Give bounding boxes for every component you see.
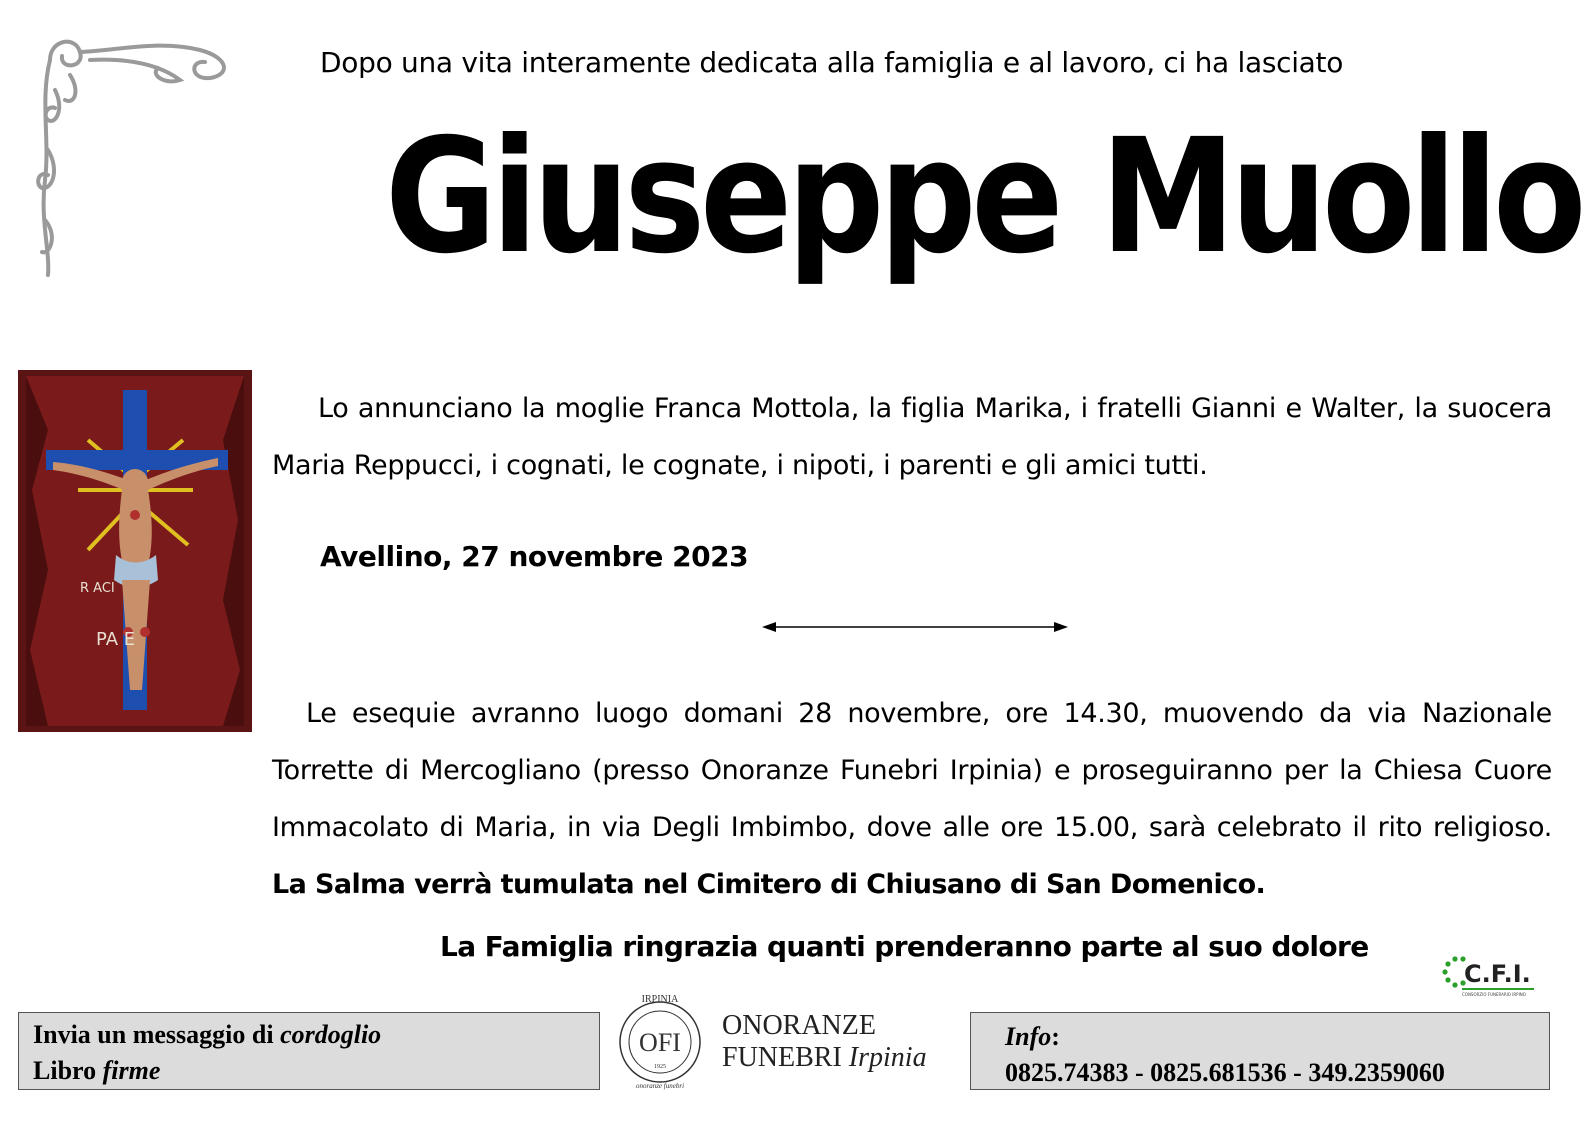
- cfi-subtitle: CONSORZIO FUNERARIO IRPINO: [1462, 992, 1526, 997]
- guestbook-prefix: Libro: [33, 1056, 103, 1085]
- photo-banner-top: R ACI: [80, 581, 115, 596]
- funeral-home-line1: ONORANZE: [722, 1010, 876, 1041]
- guestbook-link[interactable]: [33, 1053, 585, 1089]
- funeral-home-seal: [616, 990, 704, 1090]
- funeral-paragraph: [272, 685, 1552, 913]
- seal-top-text: IRPINIA: [641, 994, 679, 1005]
- condolence-box: [18, 1012, 600, 1090]
- funeral-text: Le esequie avranno luogo domani 28 novembre, ore 14.30, muovendo da via Nazionale Torrette di Mercogliano (presso Onoranze Funebri Irpinia) e proseguiranno per la Chiesa Cuore Immacolato di Maria, in via Degli Imbimbo, dove alle ore 15.00, sarà celebrato il rito religioso.: [272, 698, 1552, 843]
- place-date: Avellino, 27 novembre 2023: [320, 540, 749, 573]
- funeral-home-emphasis: Irpinia: [848, 1042, 927, 1073]
- funeral-home-name: [722, 1010, 927, 1074]
- announcement-paragraph: [272, 380, 1552, 494]
- seal-year: 1925: [654, 1064, 666, 1070]
- info-box: [970, 1012, 1550, 1090]
- guestbook-emphasis: firme: [102, 1056, 161, 1085]
- condolence-prefix: Invia un messaggio di: [33, 1020, 281, 1049]
- double-arrow-divider: [760, 617, 1070, 637]
- seal-initials: OFI: [639, 1028, 681, 1057]
- announcement-text: Lo annunciano la moglie Franca Mottola, la figlia Marika, i fratelli Gianni e Walter, la suocera Maria Reppucci, i cognati, le cognate, i nipoti, i parenti e gli amici tutti.: [272, 393, 1552, 481]
- family-thanks: La Famiglia ringrazia quanti prenderanno parte al suo dolore: [440, 930, 1369, 963]
- cfi-label: C.F.I.: [1464, 960, 1531, 988]
- seal-bottom-text: onoranze funebri: [635, 1082, 685, 1090]
- info-label: Info: [1005, 1022, 1052, 1051]
- crucifix-photo: [18, 370, 252, 732]
- condolence-emphasis: cordoglio: [280, 1020, 382, 1049]
- intro-text: Dopo una vita interamente dedicata alla famiglia e al lavoro, ci ha lasciato: [320, 46, 1344, 79]
- condolence-link[interactable]: [33, 1017, 585, 1053]
- phone-numbers[interactable]: 0825.74383 - 0825.681536 - 349.2359060: [1005, 1058, 1445, 1087]
- burial-text: La Salma verrà tumulata nel Cimitero di Chiusano di San Domenico.: [272, 869, 1266, 900]
- deceased-name: Giuseppe Muollo: [385, 105, 1582, 289]
- info-colon: :: [1051, 1022, 1060, 1051]
- photo-banner-bottom: PA E: [96, 629, 136, 650]
- corner-ornament: [30, 30, 240, 290]
- cfi-logo: [1440, 948, 1540, 998]
- funeral-home-line2: FUNEBRI: [722, 1042, 849, 1073]
